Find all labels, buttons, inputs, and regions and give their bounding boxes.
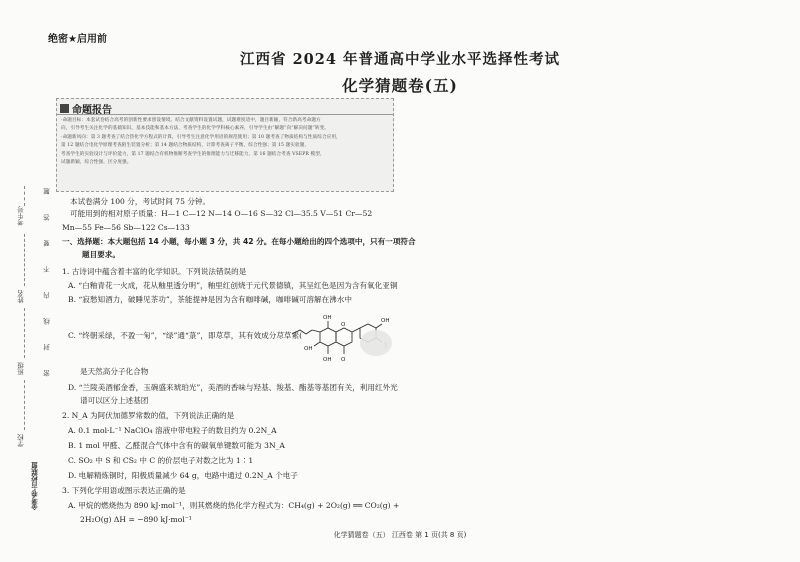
fill-line <box>24 308 25 358</box>
oh-label: OH <box>323 357 332 363</box>
watermark-logo <box>360 330 392 356</box>
report-line: 考查学生的实验设计与评价能力，第 17 题结合有机物推断考查学生的推理能力与迁移能力，第 16 题结合考查 VSEPR 模型， <box>61 151 325 157</box>
atomic-mass-line: 可能用到的相对原子质量：H—1 C—12 N—14 O—16 S—32 Cl—35.5 V—51 Cr—52 <box>70 209 373 218</box>
report-line: ·命题目标：本套试卷结合高考的创新性要求创设情境，结合文献资料设置试题，试题难度适中，题目新颖，符合新高考命题方 <box>61 118 321 123</box>
prenyl-chain <box>292 330 312 334</box>
fill-line <box>24 186 25 206</box>
oh-label: OH <box>381 318 390 324</box>
section-heading: 一、选择题：本大题包括 14 小题，每小题 3 分，共 42 分。在每小题给出的四个选项中，只有一项符合 <box>62 237 416 246</box>
q1-option-a: A. “白釉青花一火成，花从釉里透分明”，釉里红创烧于元代景德镇，其呈红色是因为含有氧化亚铜 <box>68 281 398 290</box>
atomic-mass-line: Mn—55 Fe—56 Sb—122 Cs—133 <box>62 223 190 232</box>
q2-option-b: B. 1 mol 甲醛、乙醛混合气体中含有的碳氧单键数可能为 3N_A <box>68 441 285 450</box>
oh-bond <box>314 342 320 346</box>
oh-label: OH <box>323 315 332 321</box>
q1-option-d: D. “兰陵美酒郁金香，玉碗盛来琥珀光”，美酒的香味与羟基、羧基、酯基等基团有关，利用红外光 <box>68 383 398 392</box>
oh-bond <box>376 324 382 328</box>
section-heading-cont: 题目要求。 <box>82 250 120 259</box>
seal-char: 内 <box>43 292 51 299</box>
seal-char: 不 <box>43 266 51 273</box>
q1-option-b: B. “寂愁知酒力，破睡见茶功”，茶能提神是因为含有咖啡碱，咖啡碱可溶解在沸水中 <box>68 295 352 304</box>
q3-option-a: A. 甲烷的燃烧热为 890 kJ·mol⁻¹，则其燃烧的热化学方程式为：CH₄(g) + 2O₂(g) ══ CO₂(g) + <box>68 501 400 510</box>
page-footer: 化学猜题卷（五） 江西卷 第 1 页(共 8 页) <box>333 531 467 539</box>
report-heading-text: 命题报告 <box>72 105 112 116</box>
q1-option-c: C. “终朝采绿，不盈一匊”，“绿”通“菉”，即荩草，其有效成分荩草素( <box>68 331 303 340</box>
seal-char: 要 <box>43 240 51 247</box>
exam-title: 江西省 2024 年普通高中学业水平选择性考试 <box>240 51 560 68</box>
label-brand: 金考卷·百校联盟 <box>31 462 39 510</box>
report-line: ·命题新风向：第 3 题考查了结合热化学方程式的计算，引导考生注意化学用语的规范使用；第 10 题考查了物质结构与性质综合应用， <box>61 134 341 140</box>
ring-a <box>320 328 336 346</box>
report-square-icon <box>60 104 69 113</box>
label-exam-number: 考生号 <box>17 206 25 226</box>
exam-info: 本试卷满分 100 分，考试时间 75 分钟。 <box>70 197 211 206</box>
question-1: 1. 古诗词中蕴含着丰富的化学知识。下列说法错误的是 <box>62 267 247 276</box>
q2-option-a: A. 0.1 mol·L⁻¹ NaClO₄ 溶液中带电粒子的数目约为 0.2N_A <box>68 426 277 435</box>
oh-label: OH <box>304 346 313 352</box>
seal-char: 题 <box>43 188 51 195</box>
label-school: 学校 <box>17 434 25 447</box>
q3-option-a-cont: 2H₂O(g) ΔH = −890 kJ·mol⁻¹ <box>80 515 192 524</box>
ring-link <box>352 328 360 332</box>
label-name: 姓名 <box>17 290 25 303</box>
report-body <box>61 117 389 167</box>
question-2: 2. N_A 为阿伏加德罗常数的值，下列说法正确的是 <box>62 411 235 420</box>
binding-margin <box>14 186 50 512</box>
q1-option-c-cont: 是天然高分子化合物 <box>80 367 149 376</box>
seal-char: 封 <box>43 344 51 351</box>
ring-c <box>336 328 352 346</box>
report-divider <box>57 114 393 115</box>
report-line: 向，引导考生关注化学的基础知识、基本技能和基本方法，考查学生的化学学科核心素养，引导学生由“解题”向“解决问题”转变。 <box>61 126 329 132</box>
fill-line <box>24 234 25 286</box>
o-label: O <box>341 322 346 328</box>
seal-char: 密 <box>43 370 51 377</box>
seal-char: 答 <box>43 214 51 221</box>
label-class: 班级 <box>17 362 25 375</box>
report-line: 第 12 题结合电化学原理考查陌生装置分析；第 14 题结合物质结构，计算考查离子平衡，综合性强；第 15 题实验题， <box>61 143 310 149</box>
seal-char: 线 <box>43 318 51 325</box>
q1-option-d-cont: 谱可以区分上述基团 <box>80 396 149 405</box>
proposition-report-box <box>56 98 394 192</box>
q2-option-d: D. 电解精炼铜时，阳极质量减少 64 g，电路中通过 0.2N_A 个电子 <box>68 471 298 480</box>
chain-link <box>312 330 320 332</box>
fill-line <box>24 380 25 430</box>
secret-label: 绝密★启用前 <box>48 34 107 45</box>
exam-subtitle: 化学猜题卷(五) <box>342 76 458 95</box>
o-label: O <box>341 357 346 363</box>
q2-option-c: C. SO₂ 中 S 和 CS₂ 中 C 的价层电子对数之比为 1∶1 <box>68 456 254 465</box>
question-3: 3. 下列化学用语或图示表达正确的是 <box>62 486 186 495</box>
report-line: 试题新颖，综合性强，区分度强。 <box>61 160 132 166</box>
